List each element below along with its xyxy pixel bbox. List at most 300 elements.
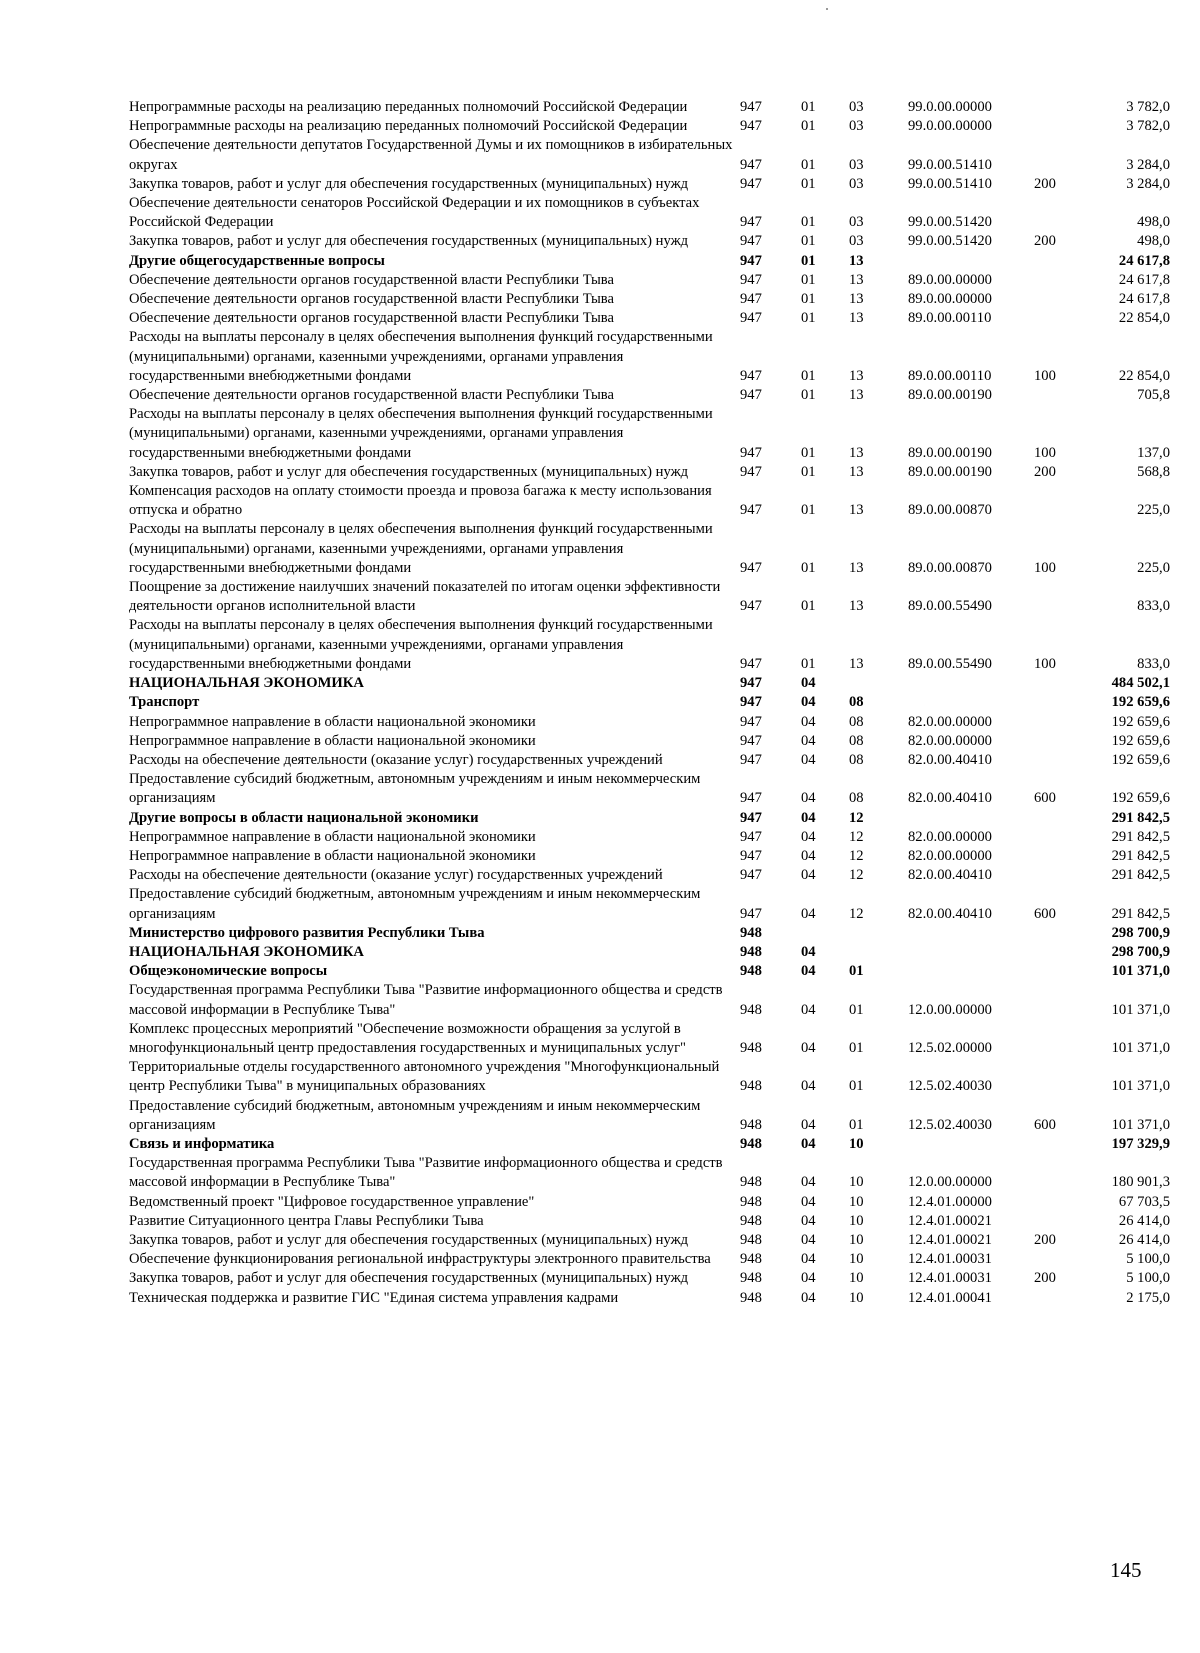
row-pr-code: 10 — [849, 1289, 864, 1306]
row-rz-code: 04 — [801, 905, 816, 922]
row-csr-code: 99.0.00.51410 — [908, 156, 992, 173]
row-vr-code: 100 — [1034, 367, 1056, 384]
row-name: Обеспечение деятельности депутатов Государственной Думы и их помощников в избирательных округах — [129, 137, 733, 173]
row-pr-code: 13 — [849, 310, 864, 327]
row-rz-code: 04 — [801, 943, 816, 960]
row-vr-code — [1034, 482, 1086, 520]
row-vr-code — [1034, 1154, 1086, 1192]
row-sum: 291 842,5 — [1111, 809, 1170, 826]
row-name: Непрограммные расходы на реализацию переданных полномочий Российской Федерации — [129, 118, 688, 135]
row-csr-code: 99.0.00.51410 — [908, 175, 992, 192]
row-pr-code: 13 — [849, 502, 864, 519]
row-pr-code: 03 — [849, 99, 864, 115]
row-gr-code: 948 — [740, 1174, 762, 1191]
row-name: Другие общегосударственные вопросы — [129, 252, 385, 269]
row-pr-code: 08 — [849, 790, 864, 807]
row-name: Компенсация расходов на оплату стоимости проезда и провоза багажа к месту использования отпуска и обратно — [129, 483, 712, 519]
row-csr-code: 12.4.01.00021 — [908, 1212, 992, 1229]
row-pr-code: 13 — [849, 463, 864, 480]
table-row — [129, 809, 1170, 828]
row-gr-code: 947 — [740, 732, 762, 749]
row-sum: 833,0 — [1137, 598, 1170, 615]
row-name: Поощрение за достижение наилучших значений показателей по итогам оценки эффективности деятельности органов исполнительной власти — [129, 579, 721, 615]
row-vr-code — [1034, 1193, 1086, 1212]
row-gr-code: 948 — [740, 1116, 762, 1133]
row-name: Закупка товаров, работ и услуг для обеспечения государственных (муниципальных) нужд — [129, 233, 689, 250]
row-name: Государственная программа Республики Тыва "Развитие информационного общества и средств массовой информации в Республике Тыва" — [129, 1155, 723, 1191]
row-vr-code — [1034, 847, 1086, 866]
row-csr-code: 99.0.00.00000 — [908, 118, 992, 135]
row-pr-code: 13 — [849, 291, 864, 308]
table-row — [129, 309, 1170, 328]
row-sum: 291 842,5 — [1111, 905, 1170, 922]
row-gr-code: 947 — [740, 99, 762, 115]
row-gr-code: 947 — [740, 156, 762, 173]
row-sum: 192 659,6 — [1111, 732, 1170, 749]
row-rz-code: 04 — [801, 809, 816, 826]
row-name: Непрограммное направление в области национальной экономики — [129, 828, 536, 845]
row-sum: 291 842,5 — [1111, 847, 1170, 864]
row-pr-code: 10 — [849, 1135, 864, 1152]
row-csr-code: 89.0.00.00190 — [908, 444, 992, 461]
row-rz-code: 04 — [801, 1212, 816, 1229]
row-csr-code — [908, 809, 1034, 828]
row-gr-code: 947 — [740, 828, 762, 845]
row-vr-code — [1034, 1212, 1086, 1231]
table-row — [129, 1193, 1170, 1212]
row-rz-code: 01 — [801, 463, 816, 480]
row-rz-code: 01 — [801, 214, 816, 231]
row-rz-code: 04 — [801, 1231, 816, 1248]
row-csr-code: 99.0.00.00000 — [908, 99, 992, 115]
row-gr-code: 948 — [740, 1289, 762, 1306]
row-rz-code: 04 — [801, 1174, 816, 1191]
row-name: Предоставление субсидий бюджетным, автономным учреждениям и иным некоммерческим организациям — [129, 771, 701, 807]
table-row — [129, 328, 1170, 386]
row-gr-code: 947 — [740, 655, 762, 672]
row-name: Непрограммные расходы на реализацию переданных полномочий Российской Федерации — [129, 99, 688, 115]
row-name: Развитие Ситуационного центра Главы Республики Тыва — [129, 1212, 484, 1229]
row-sum: 298 700,9 — [1111, 924, 1170, 941]
row-gr-code: 947 — [740, 310, 762, 327]
table-row — [129, 693, 1170, 712]
row-rz-code: 04 — [801, 790, 816, 807]
row-name: Территориальные отделы государственного автономного учреждения "Многофункциональный центр Республики Тыва" в муниципальных образованиях — [129, 1059, 720, 1095]
row-sum: 498,0 — [1137, 214, 1170, 231]
row-csr-code: 89.0.00.00110 — [908, 367, 992, 384]
row-gr-code: 947 — [740, 444, 762, 461]
row-rz-code: 01 — [801, 502, 816, 519]
row-name: Расходы на обеспечение деятельности (оказание услуг) государственных учреждений — [129, 867, 663, 884]
row-gr-code: 948 — [740, 1270, 762, 1287]
table-row — [129, 1212, 1170, 1231]
row-vr-code — [1034, 674, 1086, 693]
row-sum: 101 371,0 — [1111, 1039, 1170, 1056]
row-vr-code — [1034, 136, 1086, 174]
table-row — [129, 866, 1170, 885]
table-row — [129, 136, 1170, 174]
row-rz-code: 04 — [801, 1116, 816, 1133]
row-sum: 298 700,9 — [1111, 943, 1170, 960]
table-row — [129, 1250, 1170, 1269]
row-vr-code — [1034, 962, 1086, 981]
row-sum: 192 659,6 — [1111, 751, 1170, 768]
row-rz-code: 04 — [801, 675, 816, 692]
row-pr-code: 01 — [849, 1039, 864, 1056]
row-csr-code: 12.5.02.00000 — [908, 1039, 992, 1056]
row-sum: 2 175,0 — [1126, 1289, 1170, 1306]
row-name: Расходы на обеспечение деятельности (оказание услуг) государственных учреждений — [129, 751, 663, 768]
row-csr-code: 12.4.01.00021 — [908, 1231, 992, 1248]
row-csr-code — [908, 1135, 1034, 1154]
row-vr-code — [1034, 1020, 1086, 1058]
table-row — [129, 962, 1170, 981]
row-sum: 24 617,8 — [1118, 271, 1170, 288]
row-gr-code: 948 — [740, 1078, 762, 1095]
row-pr-code — [849, 924, 908, 943]
row-sum: 67 703,5 — [1118, 1193, 1170, 1210]
row-vr-code: 200 — [1034, 1270, 1056, 1287]
row-pr-code: 10 — [849, 1212, 864, 1229]
row-gr-code: 947 — [740, 502, 762, 519]
row-rz-code: 01 — [801, 444, 816, 461]
row-vr-code: 100 — [1034, 559, 1056, 576]
row-vr-code — [1034, 98, 1086, 117]
table-row — [129, 290, 1170, 309]
row-sum: 192 659,6 — [1111, 713, 1170, 730]
table-row — [129, 232, 1170, 251]
row-vr-code: 100 — [1034, 444, 1056, 461]
row-name: Непрограммное направление в области национальной экономики — [129, 713, 536, 730]
row-pr-code: 13 — [849, 387, 864, 404]
row-gr-code: 947 — [740, 214, 762, 231]
row-sum: 101 371,0 — [1111, 963, 1170, 980]
row-gr-code: 947 — [740, 809, 762, 826]
row-gr-code: 947 — [740, 367, 762, 384]
row-gr-code: 947 — [740, 598, 762, 615]
row-sum: 22 854,0 — [1118, 367, 1170, 384]
row-gr-code: 948 — [740, 924, 762, 941]
table-row — [129, 847, 1170, 866]
row-rz-code: 01 — [801, 655, 816, 672]
row-vr-code — [1034, 693, 1086, 712]
table-row — [129, 1020, 1170, 1058]
row-name: Техническая поддержка и развитие ГИС "Единая система управления кадрами — [129, 1289, 619, 1306]
row-sum: 26 414,0 — [1118, 1231, 1170, 1248]
row-name: НАЦИОНАЛЬНАЯ ЭКОНОМИКА — [129, 943, 364, 960]
row-vr-code — [1034, 290, 1086, 309]
row-gr-code: 947 — [740, 233, 762, 250]
row-pr-code: 13 — [849, 252, 864, 269]
row-sum: 101 371,0 — [1111, 1001, 1170, 1018]
row-csr-code — [908, 924, 1034, 943]
row-vr-code — [1034, 943, 1086, 962]
table-row — [129, 885, 1170, 923]
row-sum: 24 617,8 — [1118, 291, 1170, 308]
row-pr-code: 08 — [849, 694, 864, 711]
row-pr-code — [849, 943, 908, 962]
row-rz-code: 04 — [801, 1039, 816, 1056]
row-sum: 24 617,8 — [1118, 252, 1170, 269]
row-sum: 26 414,0 — [1118, 1212, 1170, 1229]
row-name: Расходы на выплаты персоналу в целях обеспечения выполнения функций государственными (муниципальными) органами, казенными учреждениями, органами управления государственными внебюджетными фондами — [129, 406, 713, 461]
row-sum: 225,0 — [1137, 559, 1170, 576]
table-row — [129, 713, 1170, 732]
row-vr-code — [1034, 386, 1086, 405]
page-number: 145 — [1110, 1558, 1142, 1582]
row-csr-code — [908, 693, 1034, 712]
table-row — [129, 674, 1170, 693]
row-gr-code: 948 — [740, 1193, 762, 1210]
row-rz-code: 01 — [801, 118, 816, 135]
table-row — [129, 924, 1170, 943]
row-gr-code: 947 — [740, 291, 762, 308]
row-sum: 833,0 — [1137, 655, 1170, 672]
row-rz-code: 04 — [801, 1251, 816, 1268]
row-vr-code — [1034, 117, 1086, 136]
row-pr-code: 01 — [849, 1078, 864, 1095]
row-name: Обеспечение деятельности сенаторов Российской Федерации и их помощников в субъектах Российской Федерации — [129, 195, 700, 231]
row-csr-code: 82.0.00.00000 — [908, 847, 992, 864]
row-pr-code: 10 — [849, 1251, 864, 1268]
row-vr-code — [1034, 751, 1086, 770]
table-row — [129, 405, 1170, 463]
row-sum: 484 502,1 — [1111, 675, 1170, 692]
row-pr-code: 03 — [849, 233, 864, 250]
row-rz-code: 04 — [801, 1289, 816, 1306]
row-sum: 5 100,0 — [1126, 1270, 1170, 1287]
row-gr-code: 947 — [740, 694, 762, 711]
row-csr-code: 89.0.00.00000 — [908, 291, 992, 308]
row-rz-code: 04 — [801, 1135, 816, 1152]
table-row — [129, 520, 1170, 578]
row-pr-code: 03 — [849, 156, 864, 173]
row-sum: 180 901,3 — [1111, 1174, 1170, 1191]
row-sum: 22 854,0 — [1118, 310, 1170, 327]
row-pr-code: 13 — [849, 271, 864, 288]
table-row — [129, 1269, 1170, 1288]
row-name: Предоставление субсидий бюджетным, автономным учреждениям и иным некоммерческим организациям — [129, 1097, 701, 1133]
row-rz-code: 01 — [801, 598, 816, 615]
row-sum: 3 284,0 — [1126, 156, 1170, 173]
row-gr-code: 947 — [740, 790, 762, 807]
row-rz-code: 01 — [801, 291, 816, 308]
row-rz-code: 01 — [801, 559, 816, 576]
row-rz-code: 04 — [801, 694, 816, 711]
row-vr-code: 600 — [1034, 790, 1056, 807]
row-vr-code — [1034, 271, 1086, 290]
row-name: Обеспечение деятельности органов государственной власти Республики Тыва — [129, 271, 614, 288]
row-csr-code: 89.0.00.00000 — [908, 271, 992, 288]
row-name: Ведомственный проект "Цифровое государственное управление" — [129, 1193, 535, 1210]
row-pr-code: 10 — [849, 1174, 864, 1191]
table-row — [129, 271, 1170, 290]
row-pr-code: 03 — [849, 175, 864, 192]
row-csr-code: 12.5.02.40030 — [908, 1116, 992, 1133]
row-gr-code: 947 — [740, 463, 762, 480]
row-pr-code: 08 — [849, 751, 864, 768]
row-rz-code: 01 — [801, 252, 816, 269]
row-name: Закупка товаров, работ и услуг для обеспечения государственных (муниципальных) нужд — [129, 175, 689, 192]
row-sum: 568,8 — [1137, 463, 1170, 480]
row-csr-code: 12.4.01.00041 — [908, 1289, 992, 1306]
row-pr-code: 12 — [849, 809, 864, 826]
row-csr-code: 82.0.00.00000 — [908, 713, 992, 730]
row-pr-code: 13 — [849, 559, 864, 576]
row-sum: 101 371,0 — [1111, 1078, 1170, 1095]
row-pr-code: 12 — [849, 847, 864, 864]
table-row — [129, 98, 1170, 117]
row-csr-code: 82.0.00.40410 — [908, 751, 992, 768]
row-pr-code: 08 — [849, 732, 864, 749]
row-csr-code: 99.0.00.51420 — [908, 214, 992, 231]
row-vr-code — [1034, 809, 1086, 828]
row-name: Обеспечение деятельности органов государственной власти Республики Тыва — [129, 387, 614, 404]
row-pr-code: 03 — [849, 118, 864, 135]
row-gr-code: 947 — [740, 867, 762, 884]
row-csr-code — [908, 252, 1034, 271]
row-csr-code: 89.0.00.00870 — [908, 559, 992, 576]
table-row — [129, 1097, 1170, 1135]
row-csr-code: 89.0.00.55490 — [908, 598, 992, 615]
row-csr-code: 82.0.00.40410 — [908, 790, 992, 807]
row-vr-code: 200 — [1034, 233, 1056, 250]
row-name: НАЦИОНАЛЬНАЯ ЭКОНОМИКА — [129, 675, 364, 692]
row-rz-code: 01 — [801, 175, 816, 192]
table-row — [129, 616, 1170, 674]
row-rz-code — [801, 924, 849, 943]
row-vr-code — [1034, 866, 1086, 885]
row-rz-code: 04 — [801, 732, 816, 749]
table-row — [129, 1231, 1170, 1250]
row-gr-code: 948 — [740, 943, 762, 960]
row-name: Связь и информатика — [129, 1135, 275, 1152]
row-pr-code: 01 — [849, 1001, 864, 1018]
row-sum: 197 329,9 — [1111, 1135, 1170, 1152]
row-pr-code: 12 — [849, 828, 864, 845]
row-gr-code: 948 — [740, 1039, 762, 1056]
row-sum: 291 842,5 — [1111, 867, 1170, 884]
row-rz-code: 01 — [801, 310, 816, 327]
row-name: Закупка товаров, работ и услуг для обеспечения государственных (муниципальных) нужд — [129, 463, 689, 480]
row-rz-code: 01 — [801, 271, 816, 288]
row-pr-code: 08 — [849, 713, 864, 730]
table-row — [129, 175, 1170, 194]
row-vr-code: 600 — [1034, 1116, 1056, 1133]
table-row — [129, 578, 1170, 616]
row-gr-code: 947 — [740, 559, 762, 576]
row-rz-code: 04 — [801, 828, 816, 845]
table-row — [129, 751, 1170, 770]
row-vr-code: 600 — [1034, 905, 1056, 922]
table-row — [129, 943, 1170, 962]
budget-table — [129, 98, 1170, 1308]
table-row — [129, 386, 1170, 405]
row-name: Закупка товаров, работ и услуг для обеспечения государственных (муниципальных) нужд — [129, 1270, 689, 1287]
row-gr-code: 947 — [740, 252, 762, 269]
row-sum: 192 659,6 — [1111, 694, 1170, 711]
row-name: Расходы на выплаты персоналу в целях обеспечения выполнения функций государственными (муниципальными) органами, казенными учреждениями, органами управления государственными внебюджетными фондами — [129, 617, 713, 672]
table-row — [129, 117, 1170, 136]
row-vr-code — [1034, 1250, 1086, 1269]
row-rz-code: 04 — [801, 751, 816, 768]
row-sum: 225,0 — [1137, 502, 1170, 519]
row-gr-code: 947 — [740, 175, 762, 192]
table-row — [129, 1058, 1170, 1096]
row-rz-code: 01 — [801, 367, 816, 384]
table-row — [129, 463, 1170, 482]
row-sum: 137,0 — [1137, 444, 1170, 461]
row-csr-code: 12.4.01.00031 — [908, 1251, 992, 1268]
row-vr-code — [1034, 1058, 1086, 1096]
row-rz-code: 04 — [801, 867, 816, 884]
row-vr-code — [1034, 309, 1086, 328]
row-name: Расходы на выплаты персоналу в целях обеспечения выполнения функций государственными (муниципальными) органами, казенными учреждениями, органами управления государственными внебюджетными фондами — [129, 521, 713, 576]
row-name: Закупка товаров, работ и услуг для обеспечения государственных (муниципальных) нужд — [129, 1231, 689, 1248]
row-vr-code — [1034, 252, 1086, 271]
table-row — [129, 1135, 1170, 1154]
row-csr-code: 12.5.02.40030 — [908, 1078, 992, 1095]
row-rz-code: 01 — [801, 156, 816, 173]
row-gr-code: 948 — [740, 1231, 762, 1248]
row-gr-code: 947 — [740, 271, 762, 288]
row-csr-code: 82.0.00.00000 — [908, 732, 992, 749]
row-csr-code: 89.0.00.55490 — [908, 655, 992, 672]
row-gr-code: 947 — [740, 387, 762, 404]
row-gr-code: 947 — [740, 713, 762, 730]
row-vr-code — [1034, 1135, 1086, 1154]
row-csr-code: 82.0.00.40410 — [908, 867, 992, 884]
row-name: Обеспечение деятельности органов государственной власти Республики Тыва — [129, 291, 614, 308]
row-sum: 101 371,0 — [1111, 1116, 1170, 1133]
row-vr-code — [1034, 981, 1086, 1019]
row-pr-code: 01 — [849, 1116, 864, 1133]
row-rz-code: 04 — [801, 1001, 816, 1018]
row-rz-code: 01 — [801, 233, 816, 250]
table-row — [129, 1289, 1170, 1308]
row-rz-code: 04 — [801, 847, 816, 864]
row-pr-code: 10 — [849, 1193, 864, 1210]
row-sum: 705,8 — [1137, 387, 1170, 404]
scan-speck — [826, 8, 828, 10]
row-csr-code: 12.0.00.00000 — [908, 1174, 992, 1191]
table-row — [129, 194, 1170, 232]
row-csr-code: 82.0.00.40410 — [908, 905, 992, 922]
row-csr-code: 12.0.00.00000 — [908, 1001, 992, 1018]
row-vr-code — [1034, 828, 1086, 847]
row-sum: 498,0 — [1137, 233, 1170, 250]
row-gr-code: 948 — [740, 1251, 762, 1268]
row-gr-code: 947 — [740, 905, 762, 922]
row-pr-code: 13 — [849, 444, 864, 461]
row-gr-code: 947 — [740, 751, 762, 768]
row-vr-code — [1034, 1289, 1086, 1308]
row-name: Предоставление субсидий бюджетным, автономным учреждениям и иным некоммерческим организациям — [129, 886, 701, 922]
row-sum: 5 100,0 — [1126, 1251, 1170, 1268]
row-name: Государственная программа Республики Тыва "Развитие информационного общества и средств массовой информации в Республике Тыва" — [129, 982, 723, 1018]
row-rz-code: 04 — [801, 1270, 816, 1287]
row-sum: 192 659,6 — [1111, 790, 1170, 807]
row-gr-code: 947 — [740, 675, 762, 692]
row-pr-code: 10 — [849, 1270, 864, 1287]
row-pr-code: 03 — [849, 214, 864, 231]
row-csr-code — [908, 943, 1034, 962]
row-rz-code: 01 — [801, 387, 816, 404]
row-gr-code: 948 — [740, 1212, 762, 1229]
row-csr-code — [908, 674, 1034, 693]
table-row — [129, 732, 1170, 751]
row-vr-code — [1034, 194, 1086, 232]
